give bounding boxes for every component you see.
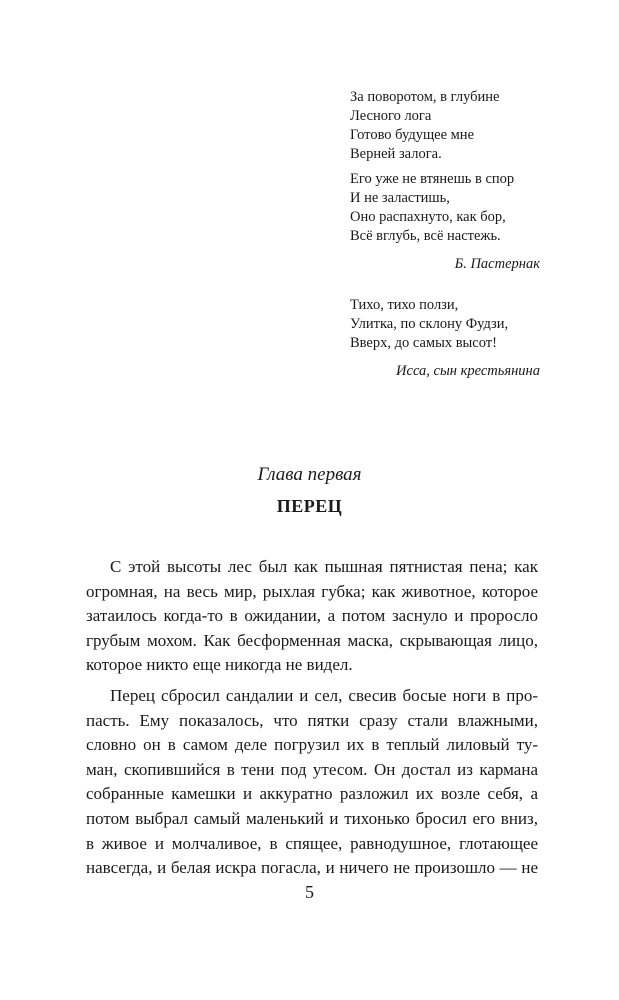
text-line: навсегда, и белая искра погасла, и ничего не произошло — не — [86, 858, 538, 878]
text-line: которое никто еще никогда не видел. — [86, 655, 353, 675]
epigraph-issa — [350, 296, 540, 381]
verse-line: Всё вглубь, всё настежь. — [350, 228, 501, 244]
text-line: затаилось когда-то в ожидании, а потом заснуло и проросло — [86, 606, 538, 626]
verse-line: И не заластишь, — [350, 190, 450, 206]
verse-line: За поворотом, в глубине — [350, 89, 500, 105]
paragraph — [86, 684, 538, 881]
epigraph-stanza — [350, 170, 540, 246]
epigraph-pasternak — [350, 88, 540, 274]
verse-line: Его уже не втянешь в спор — [350, 171, 515, 187]
epigraph-stanza — [350, 88, 540, 164]
chapter-label: Глава первая — [257, 464, 362, 485]
verse-line: Лесного лога — [350, 108, 432, 124]
verse-line: Вверх, до самых высот! — [350, 335, 497, 351]
text-line: словно он в самом деле погрузил их в теплый лиловый ту- — [86, 735, 538, 755]
verse-line: Верней залога. — [350, 146, 442, 162]
body-text — [86, 555, 538, 881]
text-line: ман, скопившийся в тени под утесом. Он достал из кармана — [86, 759, 538, 779]
text-line: собранные камешки и аккуратно разложил их возле себя, а — [86, 784, 538, 804]
epigraph-stanza — [350, 296, 540, 353]
verse-line: Оно распахнуто, как бор, — [350, 209, 506, 225]
text-line: в живое и молчаливое, в спящее, равнодушное, глотающее — [86, 833, 538, 853]
text-line: пасть. Ему показалось, что пятки сразу стали влажными, — [86, 710, 538, 730]
text-line: грубым мохом. Как бесформенная маска, скрывающая лицо, — [86, 630, 538, 650]
chapter-title: ПЕРЕЦ — [276, 496, 343, 516]
epigraphs — [350, 88, 540, 381]
paragraph — [86, 555, 538, 678]
verse-line: Готово будущее мне — [350, 127, 475, 143]
text-line: потом выбрал самый маленький и тихонько бросил его вниз, — [86, 808, 538, 828]
epigraph-attribution: Б. Пастернак — [454, 256, 540, 272]
epigraph-attribution: Исса, сын крестьянина — [396, 363, 540, 379]
verse-line: Улитка, по склону Фудзи, — [350, 316, 509, 332]
verse-line: Тихо, тихо ползи, — [350, 297, 459, 313]
text-line: Перец сбросил сандалии и сел, свесив босые ноги в про- — [110, 685, 538, 705]
text-line: С этой высоты лес был как пышная пятнистая пена; как — [110, 557, 538, 576]
text-line: огромная, на весь мир, рыхлая губка; как животное, которое — [86, 581, 538, 601]
page-number: 5 — [305, 882, 314, 902]
